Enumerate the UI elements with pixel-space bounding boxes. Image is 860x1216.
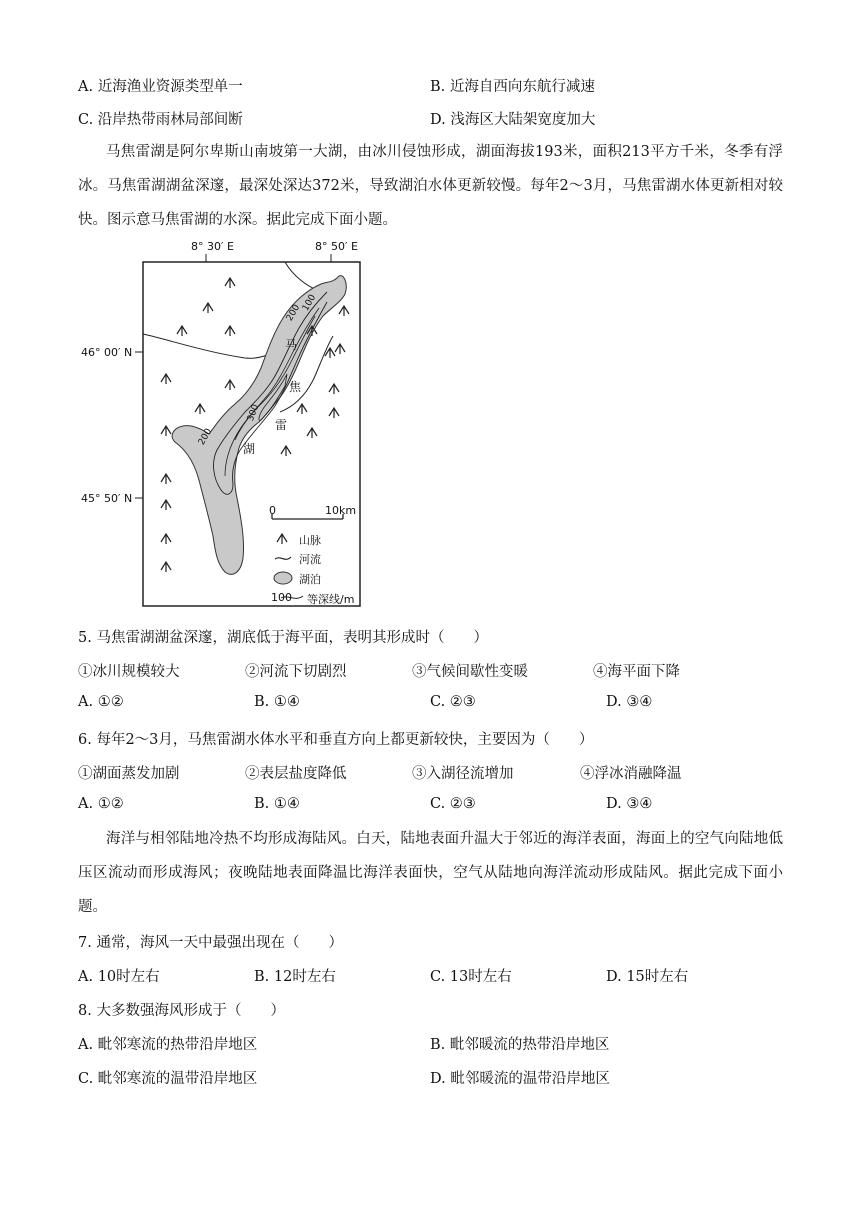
legend-contour-value: 100 bbox=[271, 591, 292, 604]
q6-option-a: A. ①② bbox=[78, 796, 124, 812]
legend-lake: 湖泊 bbox=[299, 573, 321, 586]
q5-item-4: ④海平面下降 bbox=[593, 664, 680, 680]
scale-end: 10km bbox=[325, 504, 357, 517]
lake-name-char-2: 焦 bbox=[289, 380, 302, 394]
q5-item-3: ③气候间歇性变暖 bbox=[412, 664, 528, 680]
q7-option-c: C. 13时左右 bbox=[430, 969, 512, 985]
q6-option-d: D. ③④ bbox=[606, 796, 653, 812]
q5-option-b: B. ①④ bbox=[254, 694, 300, 710]
lake-depth-map bbox=[75, 236, 375, 616]
q8-option-b: B. 毗邻暖流的热带沿岸地区 bbox=[430, 1037, 610, 1053]
q8-option-d: D. 毗邻暖流的温带沿岸地区 bbox=[430, 1071, 610, 1087]
q5-stem: 5. 马焦雷湖湖盆深邃，湖底低于海平面，表明其形成时（ ） bbox=[78, 630, 488, 646]
q5-item-2: ②河流下切剧烈 bbox=[245, 664, 347, 680]
option-d: D. 浅海区大陆架宽度加大 bbox=[430, 112, 596, 128]
q6-item-1: ①湖面蒸发加剧 bbox=[78, 766, 180, 782]
q8-option-c: C. 毗邻寒流的温带沿岸地区 bbox=[78, 1071, 258, 1087]
latitude-label-bottom: 45° 50′ N bbox=[81, 492, 133, 505]
q5-option-c: C. ②③ bbox=[430, 694, 476, 710]
legend-river: 河流 bbox=[299, 553, 321, 566]
map-drawing bbox=[75, 236, 375, 616]
q6-item-2: ②表层盐度降低 bbox=[245, 766, 347, 782]
q6-item-3: ③入湖径流增加 bbox=[412, 766, 514, 782]
q8-option-a: A. 毗邻寒流的热带沿岸地区 bbox=[78, 1037, 258, 1053]
lake-name-char-1: 马 bbox=[285, 338, 298, 352]
q5-option-a: A. ①② bbox=[78, 694, 124, 710]
contour-label-200-south: 200 bbox=[196, 427, 215, 447]
q7-option-b: B. 12时左右 bbox=[254, 969, 336, 985]
q6-option-b: B. ①④ bbox=[254, 796, 300, 812]
contour-label-300: 300 bbox=[245, 403, 262, 423]
q6-item-4: ④浮冰消融降温 bbox=[580, 766, 682, 782]
q6-option-c: C. ②③ bbox=[430, 796, 476, 812]
lake-name-char-4: 湖 bbox=[243, 442, 256, 456]
option-c: C. 沿岸热带雨林局部间断 bbox=[78, 112, 243, 128]
contour-label-200-north: 200 bbox=[284, 303, 303, 323]
contour-label-100: 100 bbox=[300, 293, 319, 313]
latitude-label-top: 46° 00′ N bbox=[81, 346, 133, 359]
passage-sea-breeze: 海洋与相邻陆地冷热不均形成海陆风。白天，陆地表面升温大于邻近的海洋表面，海面上的空气向陆地低压区流动而形成海风；夜晚陆地表面降温比海洋表面快，空气从陆地向海洋流动形成陆风。据此完成下面小题。 bbox=[78, 831, 783, 915]
passage-maggiore: 马焦雷湖是阿尔卑斯山南坡第一大湖，由冰川侵蚀形成，湖面海拔193米，面积213平方千米，冬季有浮冰。马焦雷湖湖盆深邃，最深处深达372米，导致湖泊水体更新较慢。每年2～3月，马焦雷湖水体更新相对较快。图示意马焦雷湖的水深。据此完成下面小题。 bbox=[78, 144, 783, 228]
option-a: A. 近海渔业资源类型单一 bbox=[78, 79, 243, 95]
longitude-label-left: 8° 30′ E bbox=[191, 240, 234, 253]
legend-mountain: 山脉 bbox=[299, 534, 321, 547]
option-b: B. 近海自西向东航行减速 bbox=[430, 79, 595, 95]
legend-contour: 等深线/m bbox=[307, 593, 355, 606]
longitude-label-right: 8° 50′ E bbox=[315, 240, 358, 253]
q8-stem: 8. 大多数强海风形成于（ ） bbox=[78, 1003, 285, 1019]
q5-option-d: D. ③④ bbox=[606, 694, 653, 710]
q6-stem: 6. 每年2～3月，马焦雷湖水体水平和垂直方向上都更新较快，主要因为（ ） bbox=[78, 732, 594, 748]
q7-stem: 7. 通常，海风一天中最强出现在（ ） bbox=[78, 935, 343, 951]
scale-zero: 0 bbox=[269, 504, 276, 517]
q7-option-a: A. 10时左右 bbox=[78, 969, 160, 985]
q5-item-1: ①冰川规模较大 bbox=[78, 664, 180, 680]
lake-name-char-3: 雷 bbox=[275, 418, 288, 432]
q7-option-d: D. 15时左右 bbox=[606, 969, 689, 985]
